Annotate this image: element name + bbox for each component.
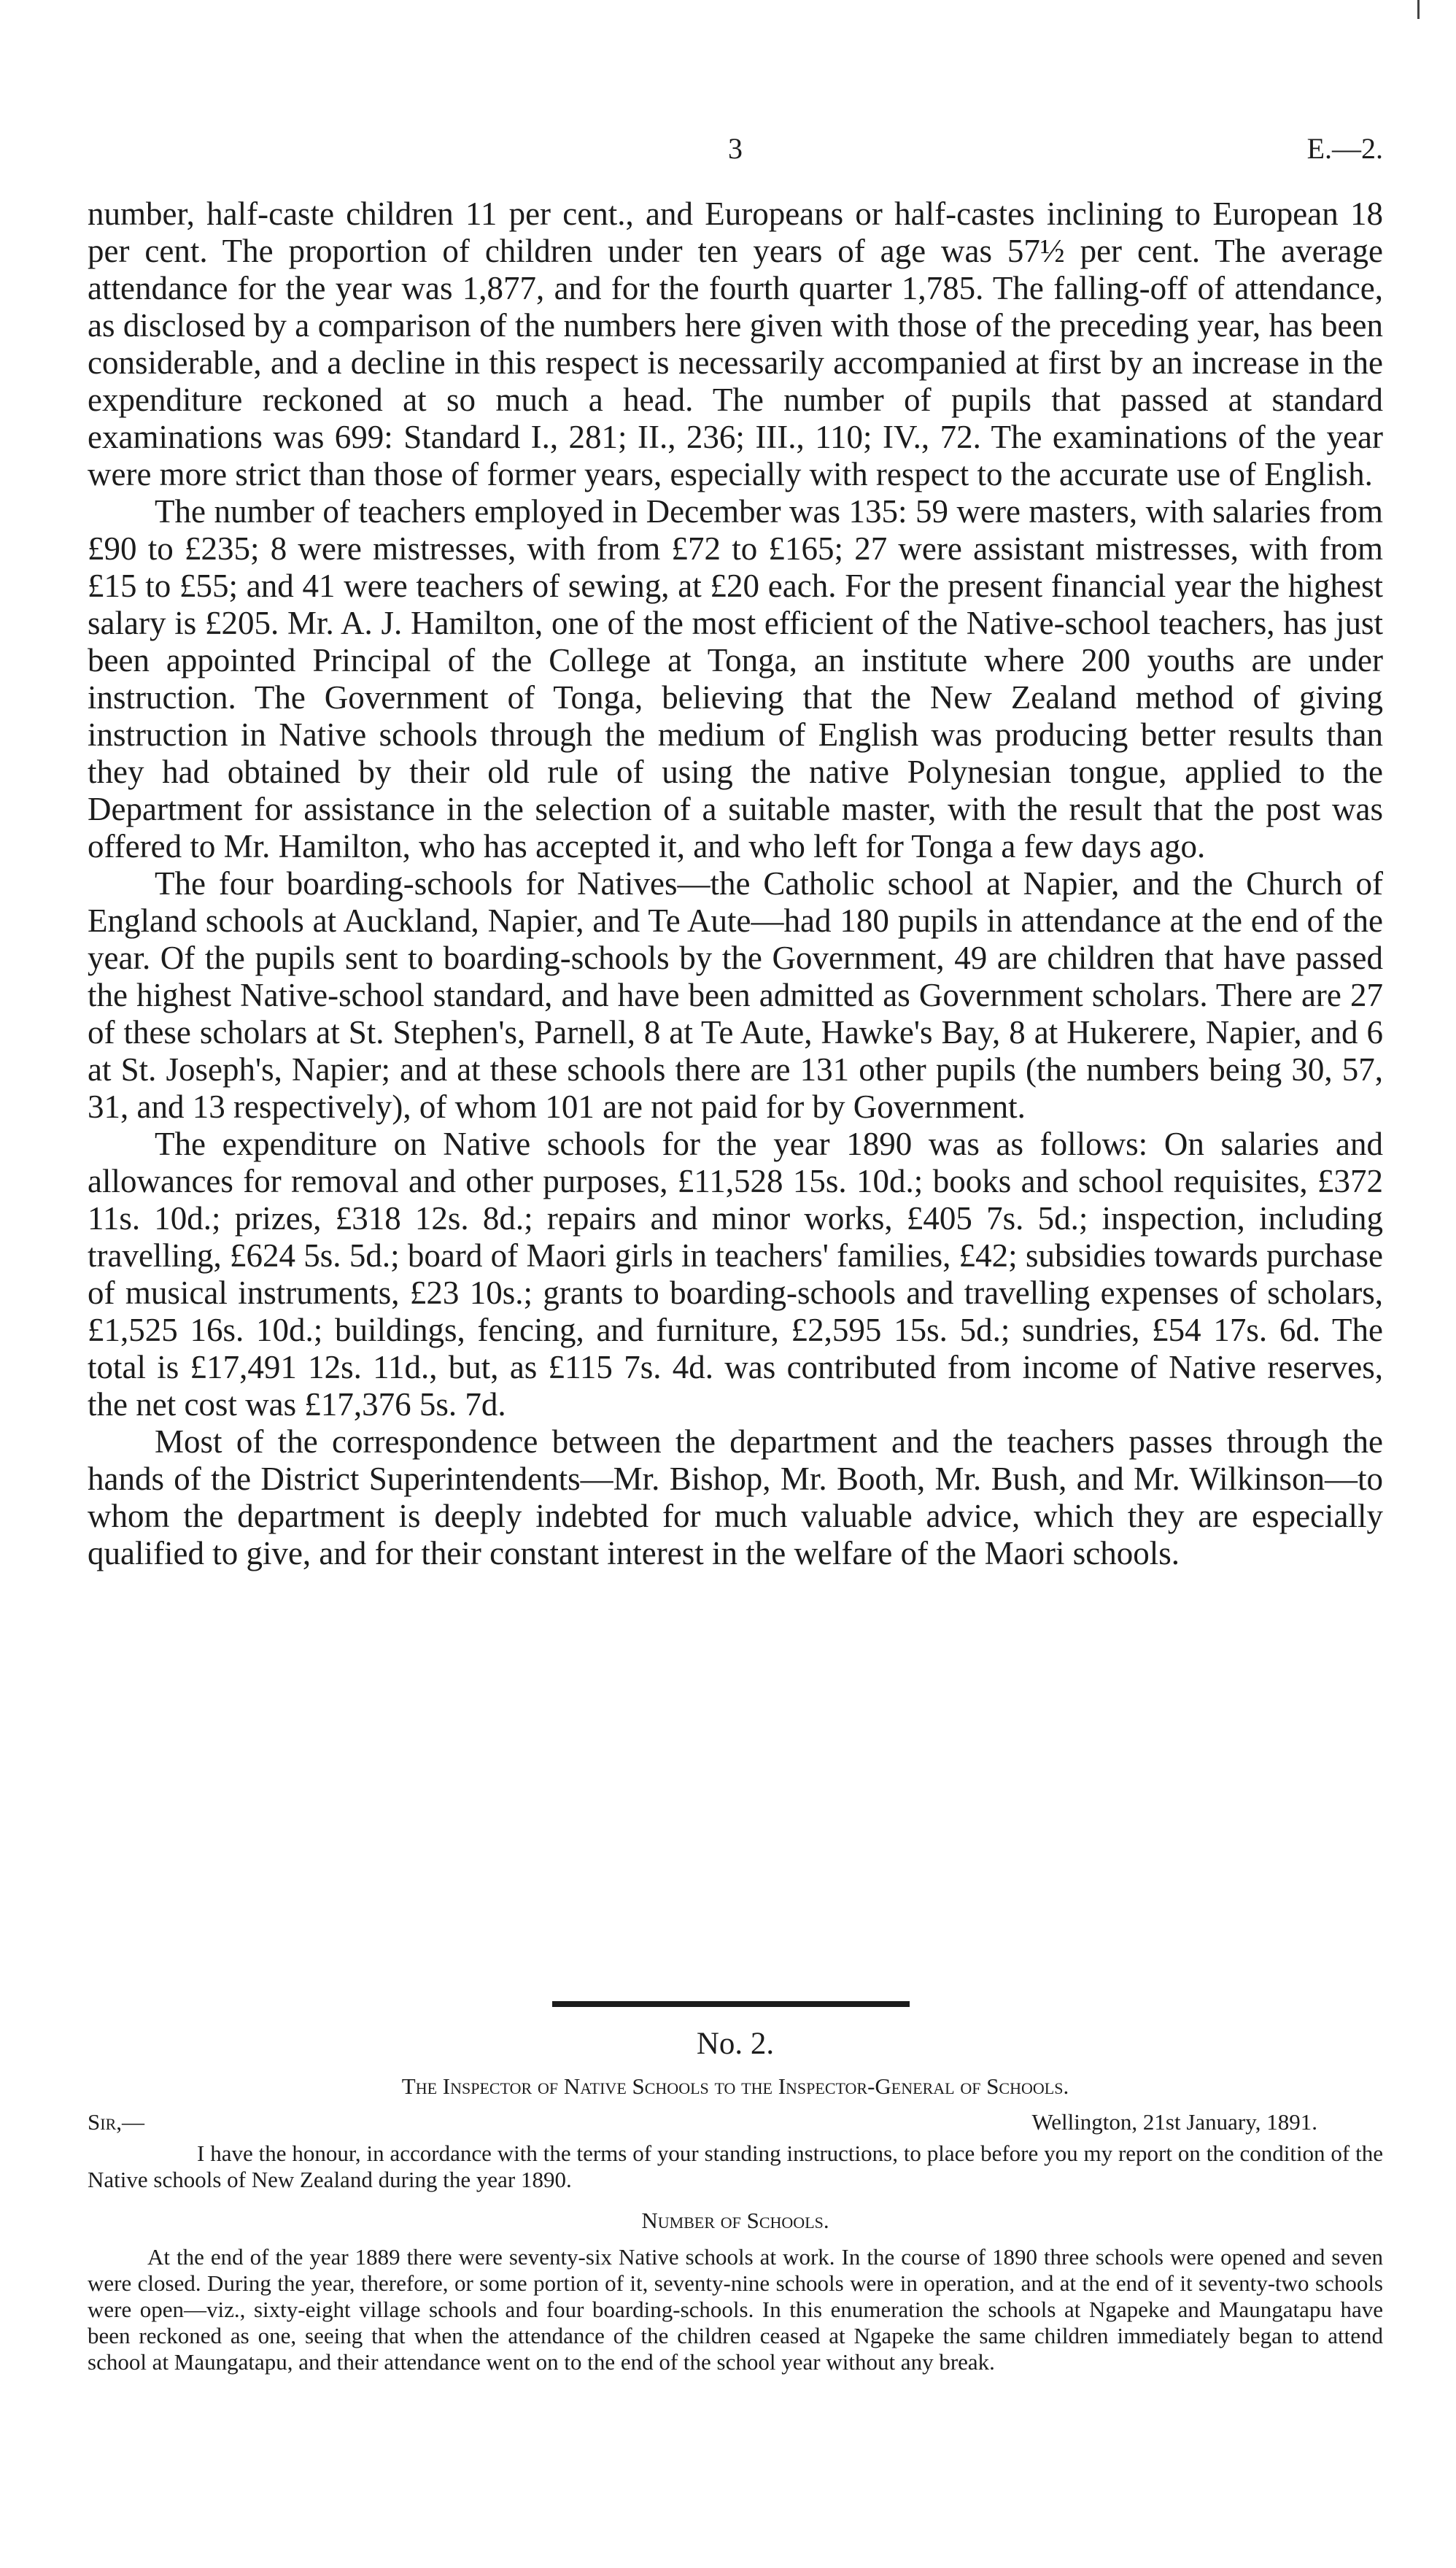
section-text-number-of-schools: At the end of the year 1889 there were seventy-six Native schools at work. In the course of 1890 three schools were opened and seven were closed. During the year, therefore, or some portion of it, seventy-nine schools were in operation, and at the end of it seventy-two schools were open—viz., sixty-eight village schools and four boarding-schools. In this enumeration the schools at Ngapeke and Maungatapu have been reckoned as one, seeing that when the attendance of the children ceased at Ngapeke the same children immediately began to attend school at Maungatapu, and their attendance went on to the end of the school year without any break. (88, 2244, 1383, 2375)
report-number: No. 2. (696, 2027, 775, 2061)
paragraph-teachers: The number of teachers employed in December was 135: 59 were masters, with salaries from £90 to £235; 8 were mistresses, with from £72 to £165; 27 were assistant mistresses, with from £15 to £55; and 41 were teachers of sewing, at £20 each. For the present financial year the highest salary is £205. Mr. A. J. Hamilton, one of the most efficient of the Native-school teachers, has just been appointed Principal of the College at Tonga, an institute where 200 youths are under instruction. The Government of Tonga, believing that the New Zealand method of giving instruction in Native schools through the medium of English was producing better results than they had obtained by their old rule of using the native Polynesian tongue, applied to the Department for assistance in the selection of a suitable master, with the result that the post was offered to Mr. Hamilton, who has accepted it, and who left for Tonga a few days ago. (88, 493, 1383, 865)
paragraph-correspondence: Most of the correspondence between the department and the teachers passes through the hands of the District Superintendents—Mr. Bishop, Mr. Booth, Mr. Bush, and Mr. Wilkinson—to whom the department is deeply indebted for much valuable advice, which they are especially qualified to give, and for their constant interest in the welfare of the Maori schools. (88, 1423, 1383, 1571)
salutation: Sir,— (88, 2109, 144, 2135)
report-section (88, 2022, 1383, 2375)
report-intro: I have the honour, in accordance with the terms of your standing instructions, to place before you my report on the condition of the Native schools of New Zealand during the year 1890. (88, 2140, 1383, 2192)
report-heading: The Inspector of Native Schools to the Inspector-General of Schools. (401, 2073, 1069, 2099)
page-number: 3 (728, 132, 743, 165)
main-text (88, 196, 1383, 1572)
salutation-row (88, 2107, 1383, 2138)
page-corner-mark (1417, 0, 1420, 19)
place-date: Wellington, 21st January, 1891. (1031, 2109, 1317, 2135)
paragraph-expenditure: The expenditure on Native schools for the year 1890 was as follows: On salaries and allowances for removal and other purposes, £11,528 15s. 10d.; books and school requisites, £372 11s. 10d.; prizes, £318 12s. 8d.; repairs and minor works, £405 7s. 5d.; inspection, including travelling, £624 5s. 5d.; board of Maori girls in teachers' families, £42; subsidies towards purchase of musical instruments, £23 10s.; grants to boarding-schools and travelling expenses of scholars, £1,525 16s. 10d.; buildings, fencing, and furniture, £2,595 15s. 5d.; sundries, £54 17s. 6d. The total is £17,491 12s. 11d., but, as £115 7s. 4d. was contributed from income of Native reserves, the net cost was £17,376 5s. 7d. (88, 1126, 1383, 1423)
document-reference: E.—2. (1306, 132, 1383, 165)
section-heading-number-of-schools: Number of Schools. (641, 2208, 829, 2233)
section-divider (552, 2001, 910, 2007)
paragraph-boarding-schools: The four boarding-schools for Natives—the Catholic school at Napier, and the Church of England schools at Auckland, Napier, and Te Aute—had 180 pupils in attendance at the end of the year. Of the pupils sent to boarding-schools by the Government, 49 are children that have passed the highest Native-school standard, and have been admitted as Government scholars. There are 27 of these scholars at St. Stephen's, Parnell, 8 at Te Aute, Hawke's Bay, 8 at Hukerere, Napier, and 6 at St. Joseph's, Napier; and at these schools there are 131 other pupils (the numbers being 30, 57, 31, and 13 respectively), of whom 101 are not paid for by Government. (88, 865, 1383, 1125)
page-header (88, 124, 1383, 175)
paragraph-attendance: number, half-caste children 11 per cent., and Europeans or half-castes inclining to European 18 per cent. The proportion of children under ten years of age was 57½ per cent. The average attendance for the year was 1,877, and for the fourth quarter 1,785. The falling-off of attendance, as disclosed by a comparison of the numbers here given with those of the preceding year, has been considerable, and a decline in this respect is necessarily accompanied at first by an increase in the expenditure reckoned at so much a head. The number of pupils that passed at standard examinations was 699: Standard I., 281; II., 236; III., 110; IV., 72. The examinations of the year were more strict than those of former years, especially with respect to the accurate use of English. (88, 196, 1383, 492)
